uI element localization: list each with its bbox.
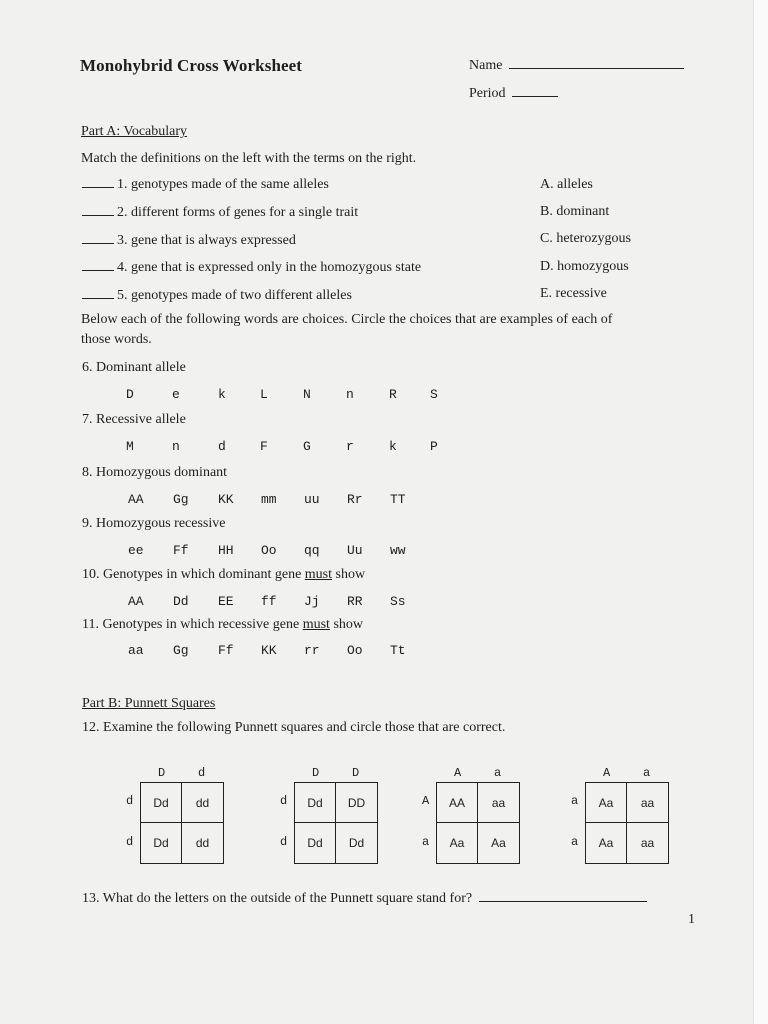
term-item: E. recessive — [540, 286, 607, 301]
punnett-side-allele: d — [280, 835, 288, 849]
choice-option[interactable]: e — [172, 387, 180, 402]
choice-option[interactable]: r — [346, 439, 354, 454]
question-12: 12. Examine the following Punnett squares and circle those that are correct. — [82, 720, 506, 735]
punnett-cell: Aa — [491, 836, 506, 850]
part-b-heading: Part B: Punnett Squares — [82, 696, 216, 711]
punnett-cell: aa — [478, 783, 519, 823]
choice-option[interactable]: RR — [347, 594, 363, 609]
definition-text: 3. gene that is always expressed — [117, 233, 296, 248]
definition-item — [82, 233, 296, 249]
question-label — [82, 567, 365, 583]
choice-option[interactable]: F — [260, 439, 268, 454]
choice-option[interactable]: AA — [128, 594, 144, 609]
punnett-top-allele: D — [312, 766, 320, 780]
punnett-top-allele: D — [158, 766, 166, 780]
term-item: C. heterozygous — [540, 231, 631, 246]
choice-option[interactable]: qq — [304, 543, 320, 558]
choice-option[interactable]: mm — [261, 492, 277, 507]
part-a-instructions: Match the definitions on the left with the terms on the right. — [81, 151, 417, 166]
page-number: 1 — [688, 912, 695, 927]
question-label-must: must — [302, 617, 330, 632]
definition-item — [82, 177, 329, 193]
choice-option[interactable]: k — [389, 439, 397, 454]
choice-option[interactable]: uu — [304, 492, 320, 507]
punnett-square[interactable] — [140, 782, 224, 864]
punnett-side-allele: d — [280, 794, 288, 808]
term-item: B. dominant — [540, 204, 610, 219]
punnett-cell: Dd — [141, 823, 182, 863]
period-blank[interactable] — [512, 86, 558, 97]
choice-option[interactable]: ee — [128, 543, 144, 558]
question-label-must: must — [304, 567, 333, 582]
choice-option[interactable]: Oo — [261, 543, 277, 558]
question-label: 6. Dominant allele — [82, 360, 186, 375]
punnett-cell: DD — [336, 783, 377, 823]
punnett-cell: Dd — [295, 823, 336, 863]
definition-text: 4. gene that is expressed only in the homozygous state — [117, 260, 422, 275]
punnett-cell: Aa — [437, 823, 478, 863]
punnett-cell: Dd — [348, 836, 365, 850]
question-label — [82, 617, 363, 633]
punnett-side-allele: a — [571, 835, 579, 849]
punnett-cell: aa — [627, 783, 668, 823]
question-13-text: 13. What do the letters on the outside of the Punnett square stand for? — [82, 891, 473, 906]
choice-option[interactable]: P — [430, 439, 438, 454]
question-13 — [82, 891, 647, 907]
definition-item — [82, 260, 421, 276]
punnett-side-allele: a — [571, 794, 579, 808]
choice-instructions-line1: Below each of the following words are choices. Circle the choices that are examples of each of — [81, 312, 613, 327]
question-label-text: 11. Genotypes in which recessive gene — [82, 617, 303, 632]
question-label: 7. Recessive allele — [82, 412, 186, 427]
choice-option[interactable]: HH — [218, 543, 234, 558]
choice-option[interactable]: ff — [261, 594, 277, 609]
question-label-text: show — [329, 617, 363, 632]
punnett-square[interactable] — [585, 782, 669, 864]
choice-option[interactable]: rr — [304, 643, 320, 658]
period-label: Period — [469, 86, 506, 101]
term-item: D. homozygous — [540, 259, 629, 274]
choice-option[interactable]: Gg — [173, 643, 189, 658]
punnett-cell: aa — [640, 836, 655, 850]
page-edge — [753, 0, 768, 1024]
choice-option[interactable]: d — [218, 439, 226, 454]
choice-option[interactable]: EE — [218, 594, 234, 609]
choice-option[interactable]: R — [389, 387, 397, 402]
answer-blank[interactable] — [82, 288, 114, 299]
choice-option[interactable]: Gg — [173, 492, 189, 507]
choice-option[interactable]: Ff — [173, 543, 189, 558]
choice-option[interactable]: M — [126, 439, 134, 454]
choice-option[interactable]: aa — [128, 643, 144, 658]
punnett-top-allele: D — [352, 766, 360, 780]
punnett-cell: dd — [195, 836, 210, 850]
punnett-top-allele: d — [198, 766, 206, 780]
definition-text: 5. genotypes made of two different alleles — [117, 288, 352, 303]
punnett-top-allele: A — [454, 766, 462, 780]
choice-option[interactable]: Ff — [218, 643, 234, 658]
choice-option[interactable]: ww — [390, 543, 406, 558]
punnett-cell: dd — [182, 783, 223, 823]
period-field[interactable] — [469, 86, 558, 102]
punnett-top-allele: a — [643, 766, 651, 780]
punnett-cell: Dd — [141, 783, 182, 823]
choice-option[interactable]: KK — [218, 492, 234, 507]
definition-item — [82, 288, 352, 304]
definition-item — [82, 205, 358, 221]
answer-blank[interactable] — [82, 177, 114, 188]
choice-option[interactable]: D — [126, 387, 134, 402]
punnett-square[interactable] — [294, 782, 378, 864]
punnett-top-allele: a — [494, 766, 502, 780]
question-label-text: show — [332, 567, 366, 582]
answer-blank[interactable] — [82, 205, 114, 216]
part-a-heading: Part A: Vocabulary — [81, 124, 188, 139]
name-blank[interactable] — [509, 58, 684, 69]
choice-option[interactable]: Dd — [173, 594, 189, 609]
definition-text: 1. genotypes made of the same alleles — [117, 177, 329, 192]
choice-instructions-line2: those words. — [81, 332, 152, 347]
choice-option[interactable]: Rr — [347, 492, 363, 507]
choice-option[interactable]: G — [303, 439, 311, 454]
choice-option[interactable]: S — [430, 387, 438, 402]
punnett-square[interactable] — [436, 782, 520, 864]
punnett-cell: Aa — [586, 783, 627, 823]
choice-option[interactable]: AA — [128, 492, 144, 507]
choice-option[interactable]: n — [346, 387, 354, 402]
choice-option[interactable]: k — [218, 387, 226, 402]
question-label: 9. Homozygous recessive — [82, 516, 226, 531]
choice-option[interactable]: n — [172, 439, 180, 454]
term-item: A. alleles — [540, 177, 593, 192]
punnett-top-allele: A — [603, 766, 611, 780]
answer-blank[interactable] — [82, 260, 114, 271]
punnett-side-allele: a — [422, 835, 430, 849]
worksheet-title: Monohybrid Cross Worksheet — [80, 56, 303, 75]
name-field[interactable] — [469, 58, 684, 74]
punnett-side-allele: A — [422, 794, 430, 808]
punnett-side-allele: d — [126, 835, 134, 849]
choice-option[interactable]: L — [260, 387, 268, 402]
choice-option[interactable]: N — [303, 387, 311, 402]
choice-option[interactable]: TT — [390, 492, 406, 507]
choice-option[interactable]: KK — [261, 643, 277, 658]
answer-blank[interactable] — [82, 233, 114, 244]
punnett-side-allele: d — [126, 794, 134, 808]
choice-option[interactable]: Oo — [347, 643, 363, 658]
punnett-cell: AA — [437, 783, 478, 823]
choice-option[interactable]: Uu — [347, 543, 363, 558]
question-label-text: 10. Genotypes in which dominant gene — [82, 567, 305, 582]
choice-option[interactable]: Ss — [390, 594, 406, 609]
name-label: Name — [469, 58, 503, 73]
punnett-cell: Aa — [586, 823, 627, 863]
punnett-cell: Dd — [295, 783, 336, 823]
choice-option[interactable]: Tt — [390, 643, 406, 658]
choice-option[interactable]: Jj — [304, 594, 320, 609]
question-label: 8. Homozygous dominant — [82, 465, 228, 480]
question-13-blank[interactable] — [479, 891, 647, 902]
definition-text: 2. different forms of genes for a single trait — [117, 205, 359, 220]
